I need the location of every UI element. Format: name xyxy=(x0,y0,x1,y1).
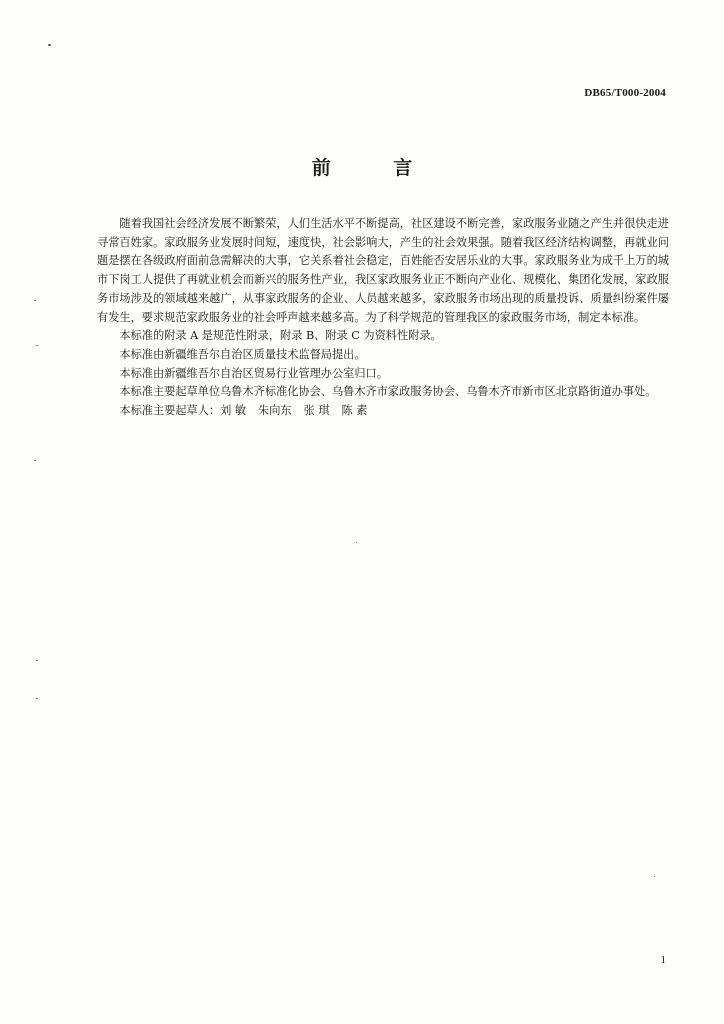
scan-speck xyxy=(36,660,38,661)
scan-speck xyxy=(36,345,38,346)
preface-body xyxy=(97,215,669,421)
drafter-name: 张 琪 xyxy=(303,404,330,418)
paragraph-drafters xyxy=(97,402,669,421)
scan-speck xyxy=(654,876,655,877)
scan-speck xyxy=(34,460,36,461)
page-number: 1 xyxy=(660,954,666,966)
drafters-label: 本标准主要起草人： xyxy=(119,404,221,418)
scan-speck xyxy=(36,698,38,699)
scan-speck xyxy=(48,44,51,46)
drafter-name: 刘 敏 xyxy=(220,404,247,418)
paragraph-drafting-units: 本标准主要起草单位乌鲁木齐标准化协会、乌鲁木齐市家政服务协会、乌鲁木齐市新市区北京路街道办事处。 xyxy=(119,385,657,399)
paragraph-background: 随着我国社会经济发展不断繁荣，人们生活水平不断提高，社区建设不断完善，家政服务业随之产生并很快走进寻常百姓家。家政服务业发展时间短，速度快，社会影响大，产生的社会效果强。随着我区经济结构调整，再就业问题是摆在各级政府面前急需解决的大事，它关系着社会稳定，百姓能否安居乐业的大事。家政服务业为成千上万的城市下岗工人提供了再就业机会而新兴的服务性产业，我区家政服务业正不断向产业化、规模化、集团化发展，家政服务市场涉及的领域越来越广，从事家政服务的企业、人员越来越多，家政服务市场出现的质量投诉、质量纠纷案件屡有发生，要求规范家政服务业的社会呼声越来越多高。为了科学规范的管理我区的家政服务市场，制定本标准。 xyxy=(97,217,669,324)
scan-speck xyxy=(34,300,36,301)
paragraph-proposer: 本标准由新疆维吾尔自治区质量技术监督局提出。 xyxy=(119,347,366,361)
page-title: 前 言 xyxy=(311,157,441,179)
drafter-name: 朱向东 xyxy=(258,404,292,418)
scan-speck xyxy=(356,542,357,543)
drafter-name: 陈 素 xyxy=(341,404,368,418)
paragraph-administrator: 本标准由新疆维吾尔自治区贸易行业管理办公室归口。 xyxy=(119,366,388,380)
standard-code: DB65/T000-2004 xyxy=(584,87,666,99)
paragraph-appendix: 本标准的附录 A 是规范性附录，附录 B、附录 C 为资料性附录。 xyxy=(119,329,442,343)
